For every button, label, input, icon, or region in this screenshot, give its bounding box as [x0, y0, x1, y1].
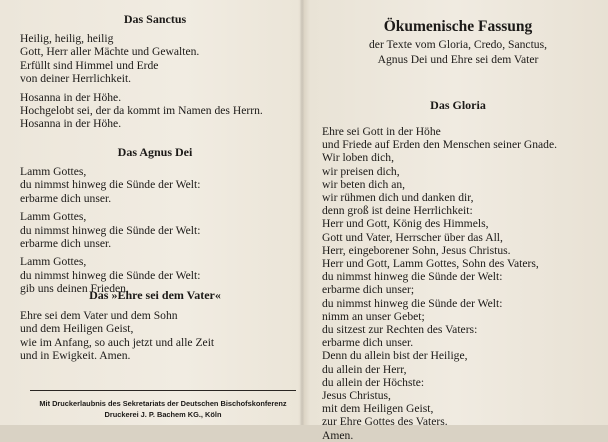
text-line: du nimmst hinweg die Sünde der Welt:: [20, 178, 201, 192]
text-line: Lamm Gottes,: [20, 165, 87, 178]
gloria-section: [322, 98, 594, 442]
page-fold: [300, 0, 304, 425]
text-line: nimm an unser Gebet;: [322, 309, 425, 323]
text-line: Erfüllt sind Himmel und Erde: [20, 58, 159, 72]
sanctus-heading: Das Sanctus: [123, 12, 187, 26]
text-line: Herr, eingeborener Sohn, Jesus Christus.: [322, 243, 511, 257]
text-line: wir rühmen dich und danken dir,: [322, 191, 474, 205]
text-line: du allein der Höchste:: [322, 375, 425, 389]
text-line: mit dem Heiligen Geist,: [322, 402, 434, 416]
left-page: [20, 12, 290, 420]
text-line: Wir loben dich,: [322, 151, 394, 165]
text-line: Hosanna in der Höhe.: [20, 90, 122, 104]
page-title: Ökumenische Fassung: [383, 18, 533, 35]
ehre-stanza: [20, 309, 290, 363]
sanctus-stanza: [20, 91, 290, 131]
text-line: Hochgelobt sei, der da kommt im Namen des Herrn.: [20, 104, 263, 118]
text-line: Lamm Gottes,: [20, 210, 87, 224]
sanctus-stanza: [20, 32, 290, 86]
imprint-footer: [28, 398, 298, 420]
subtitle-line: Agnus Dei und Ehre sei dem Vater: [377, 52, 539, 66]
text-line: Ehre sei dem Vater und dem Sohn: [20, 309, 178, 322]
agnus-dei-stanza: [20, 210, 290, 250]
text-line: Heilig, heilig, heilig: [20, 32, 114, 45]
gloria-heading: Das Gloria: [430, 98, 486, 112]
text-line: wir beten dich an,: [322, 177, 406, 191]
text-line: Amen.: [322, 428, 354, 442]
text-line: Hosanna in der Höhe.: [20, 117, 122, 131]
text-line: du allein der Herr,: [322, 362, 407, 376]
text-line: wie im Anfang, so auch jetzt und alle Zeit: [20, 335, 215, 349]
text-line: gib uns deinen Frieden.: [20, 282, 129, 296]
text-line: von deiner Herrlichkeit.: [20, 72, 132, 86]
agnus-dei-section: [20, 145, 290, 296]
text-line: du sitzest zur Rechten des Vaters:: [322, 323, 478, 337]
text-line: du nimmst hinweg die Sünde der Welt:: [322, 270, 503, 284]
text-line: zur Ehre Gottes des Vaters.: [322, 415, 448, 429]
text-line: Jesus Christus,: [322, 389, 391, 403]
text-line: Ehre sei Gott in der Höhe: [322, 125, 441, 138]
agnus-dei-heading: Das Agnus Dei: [117, 145, 193, 159]
sanctus-section: [20, 12, 290, 131]
text-line: und Friede auf Erden den Menschen seiner Gnade.: [322, 138, 558, 152]
right-page: [322, 18, 594, 442]
text-line: Denn du allein bist der Heilige,: [322, 349, 468, 363]
text-line: Lamm Gottes,: [20, 255, 87, 269]
text-line: erbarme dich unser.: [20, 191, 112, 205]
imprint-line: Mit Druckerlaubnis des Sekretariats der Deutschen Bischofskonferenz: [39, 399, 287, 408]
text-line: und dem Heiligen Geist,: [20, 322, 134, 336]
printer-line: Druckerei J. P. Bachem KG., Köln: [104, 410, 222, 419]
text-line: Gott und Vater, Herrscher über das All,: [322, 230, 503, 244]
text-line: Herr und Gott, Lamm Gottes, Sohn des Vaters,: [322, 257, 539, 271]
ehre-heading: Das »Ehre sei dem Vater«: [89, 288, 221, 302]
text-line: erbarme dich unser.: [20, 237, 112, 251]
text-line: du nimmst hinweg die Sünde der Welt:: [20, 223, 201, 237]
footer-divider: [30, 390, 296, 391]
text-line: Gott, Herr aller Mächte und Gewalten.: [20, 45, 200, 59]
subtitle-line: der Texte vom Gloria, Credo, Sanctus,: [369, 38, 547, 51]
text-line: Herr und Gott, König des Himmels,: [322, 217, 489, 231]
text-line: und in Ewigkeit. Amen.: [20, 349, 131, 363]
text-line: wir preisen dich,: [322, 164, 400, 178]
text-line: du nimmst hinweg die Sünde der Welt:: [20, 268, 201, 282]
agnus-dei-stanza: [20, 165, 290, 205]
text-line: erbarme dich unser;: [322, 283, 415, 297]
text-line: du nimmst hinweg die Sünde der Welt:: [322, 296, 503, 310]
text-line: erbarme dich unser.: [322, 336, 414, 350]
gloria-text: [322, 125, 594, 442]
text-line: denn groß ist deine Herrlichkeit:: [322, 204, 473, 218]
ehre-section: [20, 288, 290, 363]
